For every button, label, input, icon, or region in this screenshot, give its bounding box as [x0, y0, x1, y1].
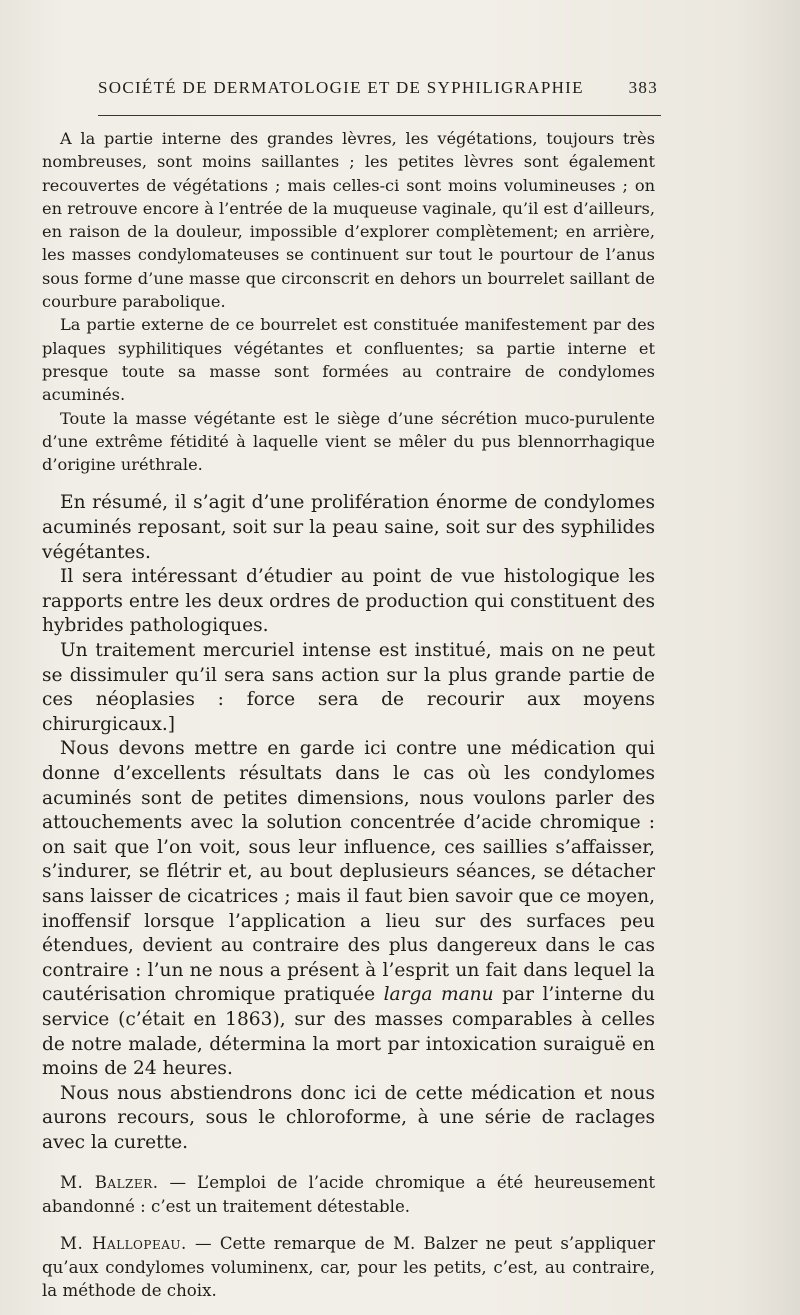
page-number: 383 — [628, 78, 658, 97]
paragraph-2: La partie externe de ce bourrelet est constituée manifestement par des plaques syphilitiques végétantes et confluentes; sa partie interne et presque toute sa masse sont formées au contraire de condylomes acuminés. — [42, 315, 655, 405]
intervention-hallopeau — [42, 1232, 655, 1303]
paragraph-3: Toute la masse végétante est le siège d’une sécrétion muco-purulente d’une extrême fétidité à laquelle vient se mêler du pus blennorrhagique d’origine uréthrale. — [42, 408, 655, 475]
paragraph-1: A la partie interne des grandes lèvres, les végétations, toujours très nombreuses, sont moins saillantes ; les petites lèvres sont également recouvertes de végétations ; mais celles-ci sont moins volumineuses ; on en retrouve encore à l’entrée de la muqueuse vaginale, qu’il est d’ailleurs, en raison de la douleur, impossible d’explorer complètement; en arrière, les masses condylomateuses se continuent sur tout le pourtour de l’anus sous forme d’une masse que circonscrit en dehors un bourrelet saillant de courbure parabolique. — [42, 129, 655, 312]
running-title: SOCIÉTÉ DE DERMATOLOGIE ET DE SYPHILIGRAPHIE — [98, 78, 584, 97]
intervention-text: — L’emploi de l’acide chromique a été heureusement abandonné : c’est un traitement détestable. — [42, 1173, 655, 1216]
paragraph-7-end: l’interne du service (c’était en 1863), sur des masses comparables à celles de notre malade, détermina la mort par intoxication suraiguë en moins de 24 heures. — [42, 984, 655, 1080]
italic-phrase: larga manu — [383, 984, 494, 1006]
paragraph-8: Nous nous abstiendrons donc ici de cette médication et nous aurons recours, sous le chloroforme, à une série de raclages avec la curette. — [42, 1082, 655, 1153]
intervention-text: — Cette remarque de M. Balzer ne peut s’appliquer qu’aux condylomes voluminenx, car, pour les petits, c’est, au contraire, la méthode de choix. — [42, 1234, 656, 1301]
running-header — [98, 78, 658, 98]
speaker-name: M. Hallopeau. — [60, 1234, 187, 1254]
intervention-balzer — [42, 1171, 655, 1218]
paragraph-6: Un traitement mercuriel intense est institué, mais on ne peut se dissimuler qu’il sera sans action sur la plus grande partie de ces néoplasies : force sera de recourir aux moyens chirurgicaux.] — [42, 640, 655, 735]
header-rule — [98, 115, 661, 116]
page-body — [42, 127, 655, 1303]
paragraph-4: En résumé, il s’agit d’une prolifération énorme de condylomes acuminés reposant, soit sur la peau saine, soit sur des syphilides végétantes. — [42, 492, 655, 563]
italic-after: par — [502, 984, 534, 1006]
paragraph-7-text: Nous devons mettre en garde ici contre une médication qui donne d’excellents résultats dans le cas où les condylomes acuminés sont de petites dimensions, nous voulons parler des attouchements avec la solution concentrée d’acide chromique : on sait que l’on voit, sous leur influence, ces saillies s’affaisser, s’indurer, se flétrir et, au bout deplusieurs séances, se détacher sans laisser de cicatrices ; mais il faut bien savoir que ce moyen, inoffensif lorsque l’application a lieu sur des surfaces peu étendues, devient au contraire des plus dangereux dans le cas contraire : l’un ne nous a présent à l’esprit un fait dans lequel la cautérisation chromique pratiquée — [42, 738, 655, 1006]
paragraph-5: Il sera intéressant d’étudier au point de vue histologique les rapports entre les deux ordres de production qui constituent des hybrides pathologiques. — [42, 566, 655, 637]
speaker-name: M. Balzer. — [60, 1173, 159, 1193]
paragraph-7 — [42, 737, 655, 1081]
